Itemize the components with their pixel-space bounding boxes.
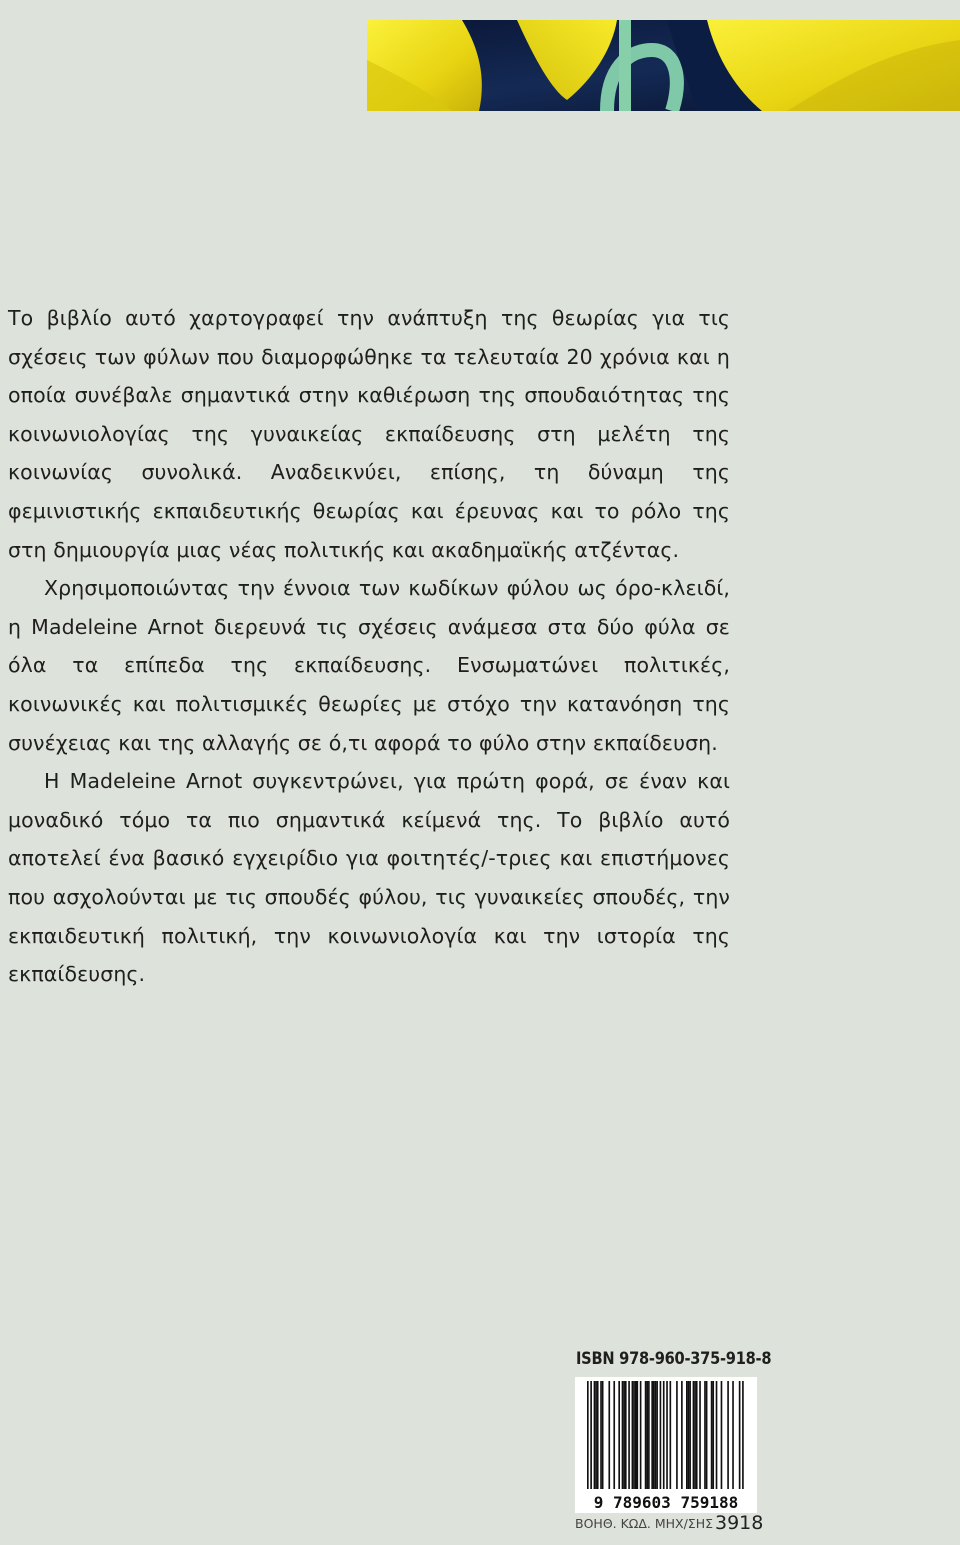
barcode-bar [600, 1381, 602, 1489]
barcode-bar [640, 1381, 642, 1489]
barcode-bar [688, 1381, 690, 1489]
barcode-bar [712, 1381, 714, 1489]
barcode-bar [635, 1381, 637, 1489]
barcode [575, 1377, 757, 1513]
barcode-bar [625, 1381, 627, 1489]
barcode-bar [594, 1381, 596, 1489]
barcode-bar [590, 1381, 592, 1489]
barcode-bar [623, 1381, 625, 1489]
barcode-bar [660, 1381, 662, 1489]
barcode-bar [721, 1381, 723, 1489]
code-label: ΒΟΗΘ. ΚΩΔ. ΜΗΧ/ΣΗΣ [575, 1516, 714, 1531]
barcode-bar [618, 1381, 620, 1489]
barcode-bar [653, 1381, 655, 1489]
barcode-digits: 9 789603 759188 [593, 1493, 739, 1512]
yellow-flower-photo [367, 20, 960, 111]
barcode-bar [693, 1381, 695, 1489]
barcode-bar [633, 1381, 635, 1489]
barcode-bar [655, 1381, 657, 1489]
barcode-bar [595, 1381, 597, 1489]
barcode-bar [706, 1381, 708, 1489]
blurb-paragraph-2: Χρησιμοποιώντας την έννοια των κωδίκων φύλου ως όρο-κλειδί, η Madeleine Arnot διερευνά τις σχέσεις ανάμεσα στα δύο φύλα σε όλα τα επίπεδα της εκπαίδευσης. Ενσωματώνει πολιτικές, κοινωνικές και πολιτισμικές θεωρίες με στόχο την κατανόηση της συνέχειας και της αλλαγής σε ό,τι αφορά το φύλο στην εκπαίδευση. [8, 576, 730, 755]
barcode-bar [637, 1381, 639, 1489]
barcode-bar [727, 1381, 729, 1489]
code-number: 3918 [715, 1512, 764, 1534]
barcode-bar [681, 1381, 683, 1489]
barcode-bar [676, 1381, 678, 1489]
barcode-bar [704, 1381, 706, 1489]
isbn-label: ISBN 978-960-375-918-8 [576, 1349, 772, 1369]
barcode-bar [663, 1381, 665, 1489]
back-cover-blurb [8, 299, 730, 994]
barcode-bar [651, 1381, 653, 1489]
barcode-bar [656, 1381, 658, 1489]
barcode-bar [613, 1381, 615, 1489]
barcode-bar [711, 1381, 713, 1489]
barcode-bar [632, 1381, 634, 1489]
blurb-paragraph-3: Η Madeleine Arnot συγκεντρώνει, για πρώτη φορά, σε έναν και μοναδικό τόμο τα πιο σημαντικά κείμενά της. Το βιβλίο αυτό αποτελεί ένα βασικό εγχειρίδιο για φοιτητές/-τριες και επιστήμονες που ασχολούνται με τις σπουδές φύλου, τις γυναικείες σπουδές, την εκπαιδευτική πολιτική, την κοινωνιολογία και την ιστορία της εκπαίδευσης. [8, 769, 730, 987]
barcode-bar [622, 1381, 624, 1489]
barcode-bar [645, 1381, 647, 1489]
barcode-bars [575, 1377, 757, 1497]
barcode-bar [646, 1381, 648, 1489]
barcode-bar [670, 1381, 672, 1489]
cover-flower-image [367, 20, 960, 111]
barcode-bar [587, 1381, 589, 1489]
barcode-bar [694, 1381, 696, 1489]
barcode-bar [739, 1381, 741, 1489]
barcode-bar [716, 1381, 718, 1489]
barcode-bar [648, 1381, 650, 1489]
barcode-bar [689, 1381, 691, 1489]
barcode-bar [602, 1381, 604, 1489]
blurb-paragraph-1: Το βιβλίο αυτό χαρτογραφεί την ανάπτυξη της θεωρίας για τις σχέσεις των φύλων που διαμορφώθηκε τα τελευταία 20 χρόνια και η οποία συνέβαλε σημαντικά στην καθιέρωση της σπουδαιότητας της κοινωνιολογίας της γυναικείας εκπαίδευσης στη μελέτη της κοινωνίας συνολικά. Αναδεικνύει, επίσης, τη δύναμη της φεμινιστικής εκπαιδευτικής θεωρίας και έρευνας και το ρόλο της στη δημιουργία μιας νέας πολιτικής και ακαδημαϊκής ατζέντας. [8, 306, 730, 562]
barcode-bar [696, 1381, 698, 1489]
barcode-bar [686, 1381, 688, 1489]
barcode-bar [608, 1381, 610, 1489]
barcode-bar [597, 1381, 599, 1489]
barcode-bar [628, 1381, 630, 1489]
barcode-bar [742, 1381, 744, 1489]
barcode-bar [732, 1381, 734, 1489]
barcode-bar [699, 1381, 701, 1489]
barcode-bar [666, 1381, 668, 1489]
